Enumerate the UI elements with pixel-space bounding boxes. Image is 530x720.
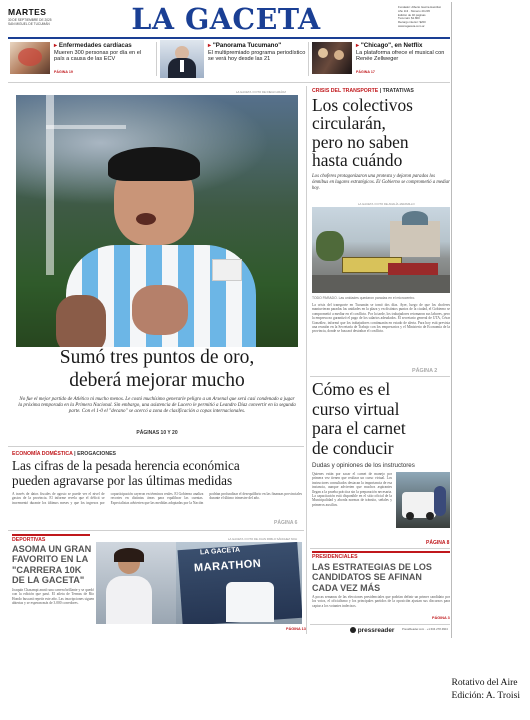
teaser-title: Enfermedades cardíacas [58,42,132,49]
race-headline-line3: "CARRERA 10K [12,564,82,575]
teaser-rule [8,82,450,83]
race-body: Joaquín Chasampi anotó una carrera brillante y se quedó con la edición que pasó. El atleta de Termas de Río Hondo buscará repetir este año. Las inscripciones siguen abiertas y se esperan más de 3.000 corredores. [12,588,94,606]
race-photo [96,542,302,624]
main-story-photo [16,95,298,347]
economy-page: PÁGINA 6 [274,520,298,526]
transport-headline-line1: Los colectivos [312,95,413,115]
course-headline-line1: Cómo es el [312,379,391,399]
race-section-tag: DEPORTIVAS [12,537,46,543]
main-headline-line2: deberá mejorar mucho [69,370,245,391]
transport-caption: TODO PARADO. Las unidades quedaron paradas en el microcentro. [312,296,416,300]
teaser-divider [308,42,309,76]
economy-headline-line1: Las cifras de la pesada herencia económica [12,458,240,473]
presidential-page: PÁGINA 3 [432,616,450,620]
race-banner-brand: LA GACETA [199,546,241,557]
masthead-info: Fundador: Alberto García Hamilton Año 113 · Número 40.245 Edición de 40 páginas Tucumán: $1.800 Recargo interior: $200 www.lagaceta.com.ar [398,5,442,28]
course-subhead: Dudas y opiniones de los instructores [312,462,415,469]
section-rule [8,530,304,531]
transport-headline-line3: pero no saben [312,131,409,152]
section-rule [310,548,450,549]
transport-headline-line4: hasta cuándo [312,150,403,171]
transport-photo [312,207,450,293]
masthead-rule [8,37,450,39]
masthead-date: 30 DE SEPTIEMBRE DE 2025 [8,18,52,22]
column-divider [306,86,307,634]
broadcast-credit-line1: Rotativo del Aire [451,677,518,688]
main-pages: PÁGINAS 10 Y 20 [136,430,178,436]
broadcast-credit [451,676,520,702]
course-photo [396,472,450,528]
race-photo-credit: LA GACETA / FOTO DE JUAN PABLO SÁNCHEZ NOLI [228,537,298,541]
economy-body: A través de datos fiscales de agosto se puede ver el nivel de gastos de la provincia. El informe revela que el déficit se incrementó durante los últimos meses y que los ingresos por coparticipación cayeron en términos reales. El Gobierno analiza recortes en distintas áreas para equilibrar las cuentas. Especialistas advierten que las medidas adoptadas por la Nación podrían profundizar el desequilibrio en las finanzas provinciales durante el último trimestre del año. [12,492,302,505]
transport-section-tag: CRISIS DEL TRANSPORTE [312,88,379,94]
transport-page: PÁGINA 2 [412,368,438,374]
pressreader-contact: PressReader.com · +1 604 278 4604 [402,627,448,631]
presidential-headline-line1: LAS ESTRATEGIAS DE LOS [312,562,432,572]
economy-headline-line2: pueden agravarse por las últimas medidas [12,473,233,488]
newspaper-front-page: MARTES 30 DE SEPTIEMBRE DE 2025 SAN MIGUEL DE TUCUMÁN LA GACETA Fundador: Alberto García Hamilton Año 113 · Número 40.245 Edición de 40 páginas Tucumán: $1.800 Recargo interior: $200 www.lagaceta.com.ar ▸ Enfermedades cardíacas Mueren 300 personas por día en el país a causa de las ECV PÁGINA 19 ▸ "Panorama Tucumano" El multipremiado programa periodístico se verá hoy desde las 21 ▸ "Chicago", en Netflix La plataforma ofrece el musical con Renée Zellweger PÁGINA 17 LA GACETA / FOTO DE DIEGO ARÁOZ Sumó tres puntos de oro, deberá mejorar mucho No fue el mejor partido de Atlético ni mucho menos. Le costó muchísimo generarle peligro a un Arsenal que será casi condenado a jugar la próxima temporada en la Primera Nacional. Sin embargo, una asistencia de Lucero le permitió a Leandro Díaz convertir en la segunda parte. Con el 1-0 el "decano" se acercó a zona de clasificación a copas internacionales. PÁGINAS 10 Y 20 CRISIS DEL TRANSPORTE | TRATATIVAS Los colectivos circularán, pero no saben hasta cuándo Los choferes protagonizaron una protesta y dejaron parados los ómnibus en lugares estratégicos. El Gobierno se comprometió a mediar hoy. LA GACETA / FOTO DE ANALÍA JARAMILLO TODO PARADO. Las unidades quedaron paradas en el microcentro. La crisis del transporte en Tucumán se tomó dos días. Ayer, luego de que los choferes mantuvieran paradas las unidades en la plaza y en distintos puntos de la ciudad, el Gobierno se comprometió a mediar en el conflicto. Por la tarde, los trabajadores retomaron sus labores, pero la empresa no garantizó el pago de los salarios adeudados. El secretario general de UTA, César González, informó que los trabajadores continuarán en estado de alerta. Para hoy está prevista una reunión en la Secretaría de Trabajo con los empresarios y el Ministerio de Economía de la provincia, donde se buscará destrabar el conflicto. PÁGINA 2 Cómo es el curso virtual para el carnet de conducir Dudas y opiniones de los instructores Quienes están por sacar el carnet de manejo por primera vez tienen que realizar un curso virtual. Los instructores consultados destacan la importancia de esa instancia, aunque advierten que muchos aspirantes llegan a la prueba práctica sin la preparación necesaria. La capacitación está disponible en el sitio oficial de la Municipalidad y aborda normas de tránsito, señales y primeros auxilios. PÁGINA 8 ECONOMÍA DOMÉSTICA | EROGACIONES Las cifras de la pesada herencia económica pueden agravarse por las últimas medidas A través de datos fiscales de agosto se puede ver el nivel de gastos de la provincia. El informe revela que el déficit se incrementó durante los últimos meses y que los ingresos por coparticipación cayeron en términos reales. El Gobierno analiza recortes en distintas áreas para equilibrar las cuentas. Especialistas advierten que las medidas adoptadas por la Nación podrían profundizar el desequilibrio en las finanzas provinciales durante el último trimestre del año. PÁGINA 6 DEPORTIVAS ASOMA UN GRAN FAVORITO EN LA "CARRERA 10K DE LA GACETA" Joaquín Chasampi anotó una carrera brillante y se quedó con la edición que pasó. El atleta de Termas de Río Hondo buscará repetir este año. Las inscripciones siguen abiertas y se esperan más de 3.000 corredores. LA GACETA / FOTO DE JUAN PABLO SÁNCHEZ NOLI LA GACETA MARATHON PÁGINA 13 PRESIDENCIALES LAS ESTRATEGIAS DE LOS CANDIDATOS SE AFINAN CADA VEZ MÁS A pocas semanas de las elecciones presidenciales que podrían definir un primer candidato por los votos, el oficialismo y los principales partidos de la oposición ajustan sus discursos para captar a los votantes indecisos. PÁGINA 3 pressreader PressReader.com · +1 604 278 4604 [6,2,452,638]
transport-headline-line2: circularán, [312,113,386,134]
course-headline-line2: curso virtual [312,398,400,419]
teaser-text: El multipremiado programa periodístico se verá hoy desde las 21 [208,50,306,63]
main-photo-credit: LA GACETA / FOTO DE DIEGO ARÁOZ [236,90,286,94]
race-page: PÁGINA 13 [286,627,306,631]
course-headline-line3: para el carnet [312,418,406,438]
section-rule [310,376,450,377]
teaser-title: "Chicago", en Netflix [360,42,423,49]
race-headline-line2: FAVORITO EN LA [12,554,89,565]
teaser-chicago-photo [312,42,352,74]
masthead-title: LA GACETA [131,2,321,36]
teaser-divider [156,42,157,76]
presidential-headline-line2: CANDIDATOS SE AFINAN [312,572,422,583]
pressreader-icon [350,627,356,633]
course-page: PÁGINA 8 [426,540,450,546]
section-rule [8,446,304,447]
course-body: Quienes están por sacar el carnet de manejo por primera vez tienen que realizar un curso virtual. Los instructores consultados destacan la importancia de esa instancia, aunque advierten que muchos aspirantes llegan a la prueba práctica sin la preparación necesaria. La capacitación está disponible en el sitio oficial de la Municipalidad y aborda normas de tránsito, señales y primeros auxilios. [312,472,392,507]
presidential-headline-line3: CADA VEZ MÁS [312,582,381,593]
teaser-text: La plataforma ofrece el musical con Renée Zellweger [356,50,445,63]
teaser-panorama-photo [160,40,204,78]
teaser-text: Mueren 300 personas por día en el país a causa de las ECV [54,50,142,63]
presidential-section-tag: PRESIDENCIALES [312,554,358,560]
masthead-city: SAN MIGUEL DE TUCUMÁN [8,22,50,26]
economy-section-tag: ECONOMÍA DOMÉSTICA [12,451,73,457]
teaser-page: PÁGINA 17 [356,70,375,74]
masthead-day: MARTES [8,7,47,17]
race-headline-line1: ASOMA UN GRAN [12,544,92,554]
race-headline-line4: DE LA GACETA" [12,575,85,586]
teaser-title: "Panorama Tucumano" [212,42,282,49]
race-banner-title: MARATHON [193,557,262,575]
broadcast-credit-line2: Edición: A. Troisi [451,690,520,701]
race-section-bar [12,534,90,536]
presidential-body: A pocas semanas de las elecciones presidenciales que podrían definir un primer candidato por los votos, el oficialismo y los principales partidos de la oposición ajustan sus discursos para captar a los votantes indecisos. [312,595,450,608]
transport-photo-credit: LA GACETA / FOTO DE ANALÍA JARAMILLO [358,202,415,206]
economy-subsection-tag: EROGACIONES [77,451,116,457]
bottom-rule [310,624,450,625]
pressreader-logo[interactable]: pressreader [350,627,394,634]
teaser-page: PÁGINA 19 [54,70,73,74]
transport-body: La crisis del transporte en Tucumán se tomó dos días. Ayer, luego de que los choferes mantuvieran paradas las unidades en la plaza y en distintos puntos de la ciudad, el Gobierno se comprometió a mediar en el conflicto. Por la tarde, los trabajadores retomaron sus labores, pero la empresa no garantizó el pago de los salarios adeudados. El secretario general de UTA, César González, informó que los trabajadores continuarán en estado de alerta. Para hoy está prevista una reunión en la Secretaría de Trabajo con los empresarios y el Ministerio de Economía de la provincia, donde se buscará destrabar el conflicto. [312,303,450,334]
presidential-section-bar [312,551,450,553]
main-headline-line1: Sumó tres puntos de oro, [59,347,255,368]
transport-dek: Los choferes protagonizaron una protesta y dejaron parados los ómnibus en lugares estratégicos. El Gobierno se comprometió a mediar hoy. [312,174,450,191]
teaser-heart-photo [10,42,50,74]
transport-subsection-tag: TRATATIVAS [382,88,414,94]
main-dek: No fue el mejor partido de Atlético ni mucho menos. Le costó muchísimo generarle peligro a un Arsenal que será casi condenado a jugar la próxima temporada en la Primera Nacional. Sin embargo, una asistencia de Lucero le permitió a Leandro Díaz convertir en la segunda parte. Con el 1-0 el "decano" se acercó a zona de clasificación a copas internacionales. [18,397,296,415]
course-headline-line4: de conducir [312,437,394,458]
